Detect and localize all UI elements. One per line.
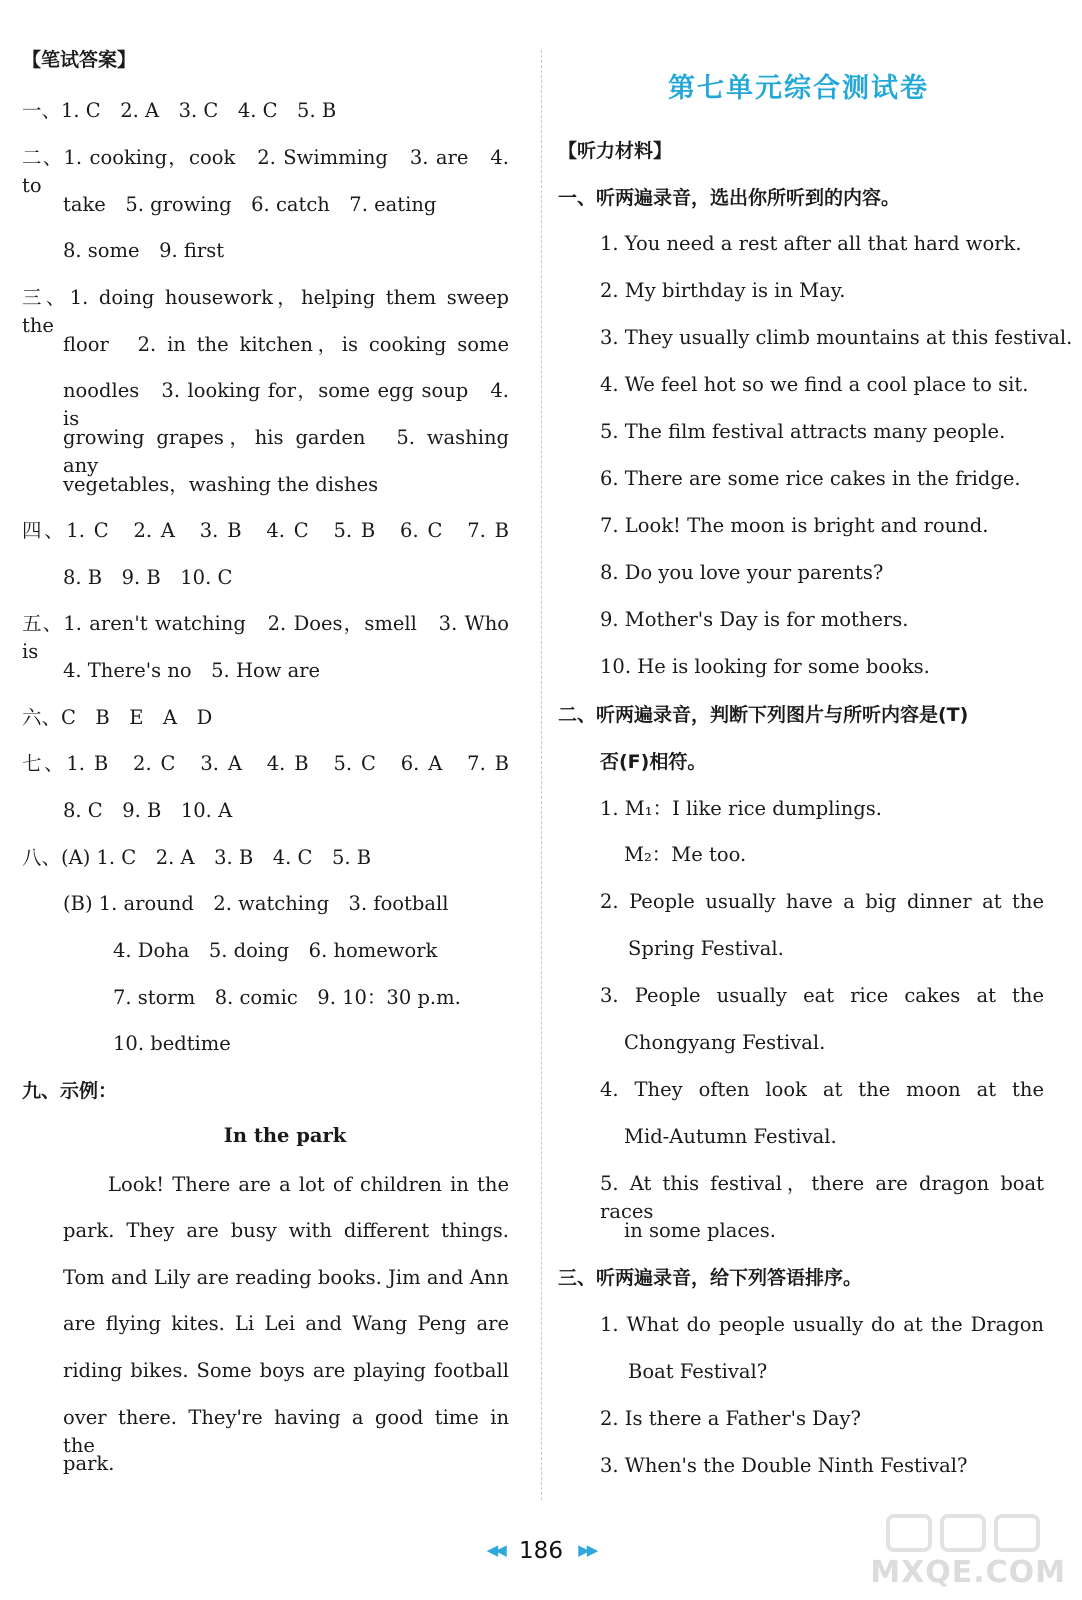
script-line: 9. Mother's Day is for mothers. xyxy=(600,608,909,631)
essay-line: Tom and Lily are reading books. Jim and Ann xyxy=(63,1266,509,1289)
page-title: 第七单元综合测试卷 xyxy=(668,73,929,104)
answer-line: floor 2. in the kitchen，is cooking some xyxy=(63,333,509,356)
answer-line: 七、1. B 2. C 3. A 4. B 5. C 6. A 7. B xyxy=(22,752,509,775)
script-line: Spring Festival. xyxy=(628,937,784,960)
section-heading: 【笔试答案】 xyxy=(22,49,137,71)
script-line: 8. Do you love your parents? xyxy=(600,561,884,584)
script-line: 1. You need a rest after all that hard work. xyxy=(600,232,1022,255)
answer-line: 4. There's no 5. How are xyxy=(63,659,321,682)
answer-line: 九、示例： xyxy=(22,1080,118,1102)
answer-line: 四、1. C 2. A 3. B 4. C 5. B 6. C 7. B xyxy=(22,519,509,542)
column-divider xyxy=(541,50,542,1500)
essay-line: over there. They're having a good time in the xyxy=(63,1406,509,1457)
answer-line: 10. bedtime xyxy=(113,1032,231,1055)
answer-line: 7. storm 8. comic 9. 10：30 p.m. xyxy=(113,986,461,1009)
question-heading: 一、听两遍录音，选出你所听到的内容。 xyxy=(558,187,901,209)
answer-line: 8. B 9. B 10. C xyxy=(63,566,233,589)
answer-line: 六、C B E A D xyxy=(22,706,213,729)
answer-line: 五、1. aren't watching 2. Does，smell 3. Who is xyxy=(22,612,509,663)
script-line: 3. When's the Double Ninth Festival? xyxy=(600,1454,968,1477)
question-heading: 三、听两遍录音，给下列答语排序。 xyxy=(558,1267,863,1289)
answer-line: vegetables，washing the dishes xyxy=(63,473,379,496)
answer-line: 八、(A) 1. C 2. A 3. B 4. C 5. B xyxy=(22,846,372,869)
script-line: 2. My birthday is in May. xyxy=(600,279,846,302)
script-line: 1. M₁：I like rice dumplings. xyxy=(600,797,882,820)
answer-line: 8. some 9. first xyxy=(63,239,225,262)
script-line: 4. We feel hot so we find a cool place to sit. xyxy=(600,373,1029,396)
script-line: Mid-Autumn Festival. xyxy=(624,1125,837,1148)
answer-line: noodles 3. looking for，some egg soup 4. is xyxy=(63,379,509,430)
script-line: 7. Look! The moon is bright and round. xyxy=(600,514,989,537)
watermark-text: MXQE.COM xyxy=(870,1555,1066,1590)
answer-line: 一、1. C 2. A 3. C 4. C 5. B xyxy=(22,99,337,122)
answer-line: 8. C 9. B 10. A xyxy=(63,799,233,822)
script-line: 5. The film festival attracts many people. xyxy=(600,420,1006,443)
question-heading: 二、听两遍录音，判断下列图片与所听内容是(T) xyxy=(558,704,969,726)
question-heading: 否(F)相符。 xyxy=(600,751,707,773)
script-line: Boat Festival? xyxy=(628,1360,768,1383)
essay-line: riding bikes. Some boys are playing football xyxy=(63,1359,509,1382)
answer-line: (B) 1. around 2. watching 3. football xyxy=(63,892,449,915)
essay-line: Look! There are a lot of children in the xyxy=(108,1173,509,1196)
essay-line: park. xyxy=(63,1452,115,1475)
answer-line: 三、1. doing housework，helping them sweep the xyxy=(22,286,509,337)
answer-line: 4. Doha 5. doing 6. homework xyxy=(113,939,438,962)
script-line: 10. He is looking for some books. xyxy=(600,655,930,678)
answer-line: take 5. growing 6. catch 7. eating xyxy=(63,193,437,216)
script-line: 1. What do people usually do at the Dragon xyxy=(600,1313,1044,1336)
script-line: 3. People usually eat rice cakes at the xyxy=(600,984,1044,1007)
essay-title: In the park xyxy=(223,1124,347,1147)
script-line: 5. At this festival，there are dragon boat races xyxy=(600,1172,1044,1223)
script-line: M₂：Me too. xyxy=(624,843,747,866)
page-number: 186 xyxy=(519,1538,563,1564)
script-line: Chongyang Festival. xyxy=(624,1031,826,1054)
next-page-icon: ▶▶ xyxy=(578,1541,596,1559)
answer-line: growing grapes，his garden 5. washing any xyxy=(63,426,509,477)
script-line: 6. There are some rice cakes in the fridge. xyxy=(600,467,1021,490)
script-line: in some places. xyxy=(624,1219,776,1242)
script-line: 4. They often look at the moon at the xyxy=(600,1078,1044,1101)
answer-line: 二、1. cooking，cook 2. Swimming 3. are 4. to xyxy=(22,146,509,197)
script-line: 3. They usually climb mountains at this festival. xyxy=(600,326,1073,349)
essay-line: park. They are busy with different things. xyxy=(63,1219,509,1242)
script-line: 2. People usually have a big dinner at the xyxy=(600,890,1044,913)
script-line: 2. Is there a Father's Day? xyxy=(600,1407,861,1430)
essay-line: are flying kites. Li Lei and Wang Peng are xyxy=(63,1312,509,1335)
section-heading: 【听力材料】 xyxy=(558,140,673,162)
prev-page-icon: ◀◀ xyxy=(486,1541,504,1559)
